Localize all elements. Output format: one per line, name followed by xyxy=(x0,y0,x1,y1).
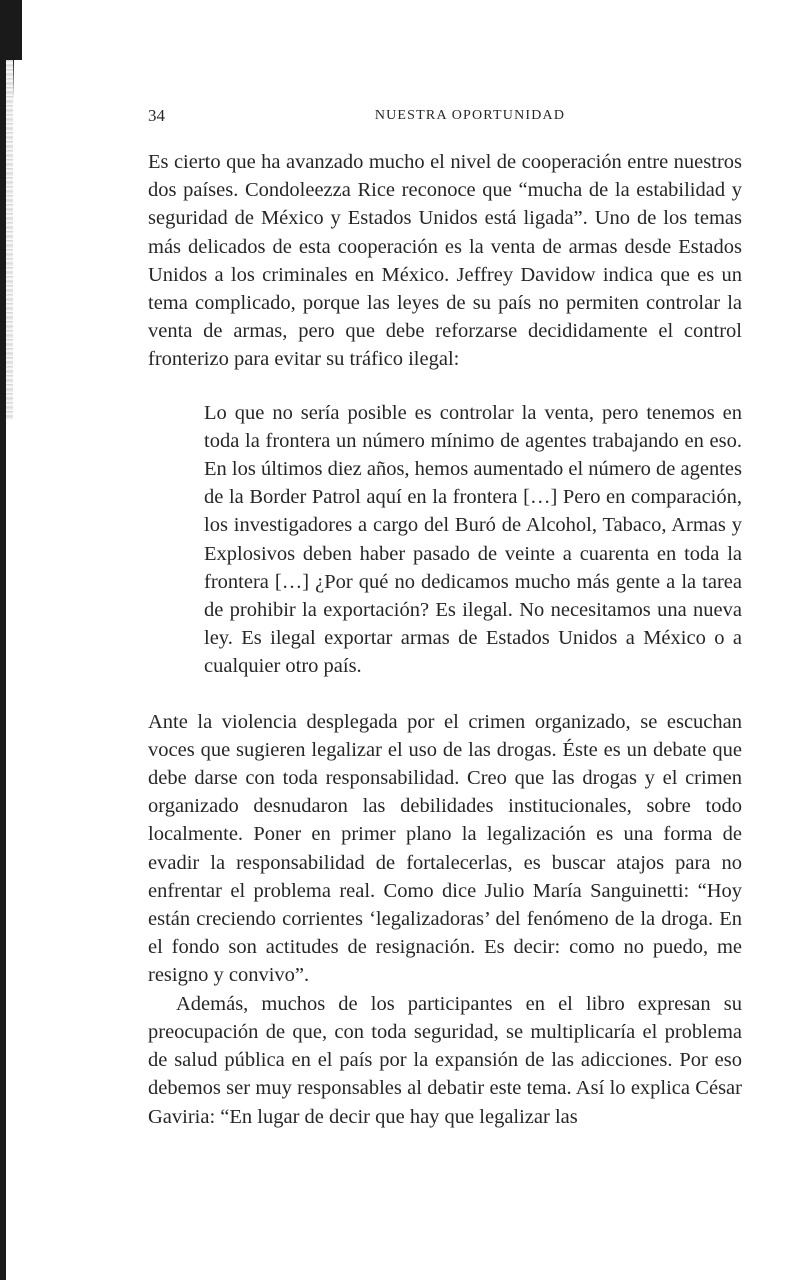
block-quote-davidow: Lo que no sería posible es controlar la venta, pero tenemos en toda la frontera un número mínimo de agentes trabajando en eso. En los últimos diez años, hemos aumentado el número de agentes de la Border Patrol aquí en la frontera […] Pero en comparación, los investigadores a cargo del Buró de Alcohol, Tabaco, Armas y Explosivos deben haber pasado de veinte a cuarenta en toda la frontera […] ¿Por qué no dedicamos mucho más gente a la tarea de prohibir la exportación? Es ilegal. No necesitamos una nueva ley. Es ilegal exportar armas de Estados Unidos a México o a cualquier otro país. xyxy=(204,401,742,678)
paragraph-cooperation: Es cierto que ha avanzado mucho el nivel de cooperación entre nuestros dos países. Condoleezza Rice reconoce que “mucha de la estabilidad y seguridad de México y Estados Unidos está ligada”. Uno de los temas más delicados de esta cooperación es la venta de armas desde Estados Unidos a los criminales en México. Jeffrey Davidow indica que es un tema complicado, porque las leyes de su país no permiten controlar la venta de armas, pero que debe reforzarse decididamente el control fronterizo para evitar su tráfico ilegal: xyxy=(148,151,742,371)
scan-edge-speckle xyxy=(6,60,13,420)
running-head: NUESTRA OPORTUNIDAD xyxy=(374,108,566,123)
page-body xyxy=(148,148,742,1131)
scan-edge-top xyxy=(0,0,22,60)
paragraph-public-health: Además, muchos de los participantes en el libro expresan su preocupación de que, con toda seguridad, se multiplicaría el problema de salud pública en el país por la expansión de las adicciones. Por eso debemos ser muy responsables al debatir este tema. Así lo explica César Gaviria: “En lugar de decir que hay que legalizar las xyxy=(148,992,742,1128)
paragraph-legalization: Ante la violencia desplegada por el crimen organizado, se escuchan voces que sugieren legalizar el uso de las drogas. Éste es un debate que debe darse con toda responsabilidad. Creo que las drogas y el crimen organizado desnudaron las debilidades institucionales, sobre todo localmente. Poner en primer plano la legalización es una forma de evadir la responsabilidad de fortalecerlas, es buscar atajos para no enfrentar el problema real. Como dice Julio María Sanguinetti: “Hoy están creciendo corrientes ‘legalizadoras’ del fenómeno de la droga. En el fondo son actitudes de resignación. Es decir: como no puedo, me resigno y convivo”. xyxy=(148,710,742,987)
page-header xyxy=(148,106,742,130)
page-number: 34 xyxy=(148,106,165,125)
